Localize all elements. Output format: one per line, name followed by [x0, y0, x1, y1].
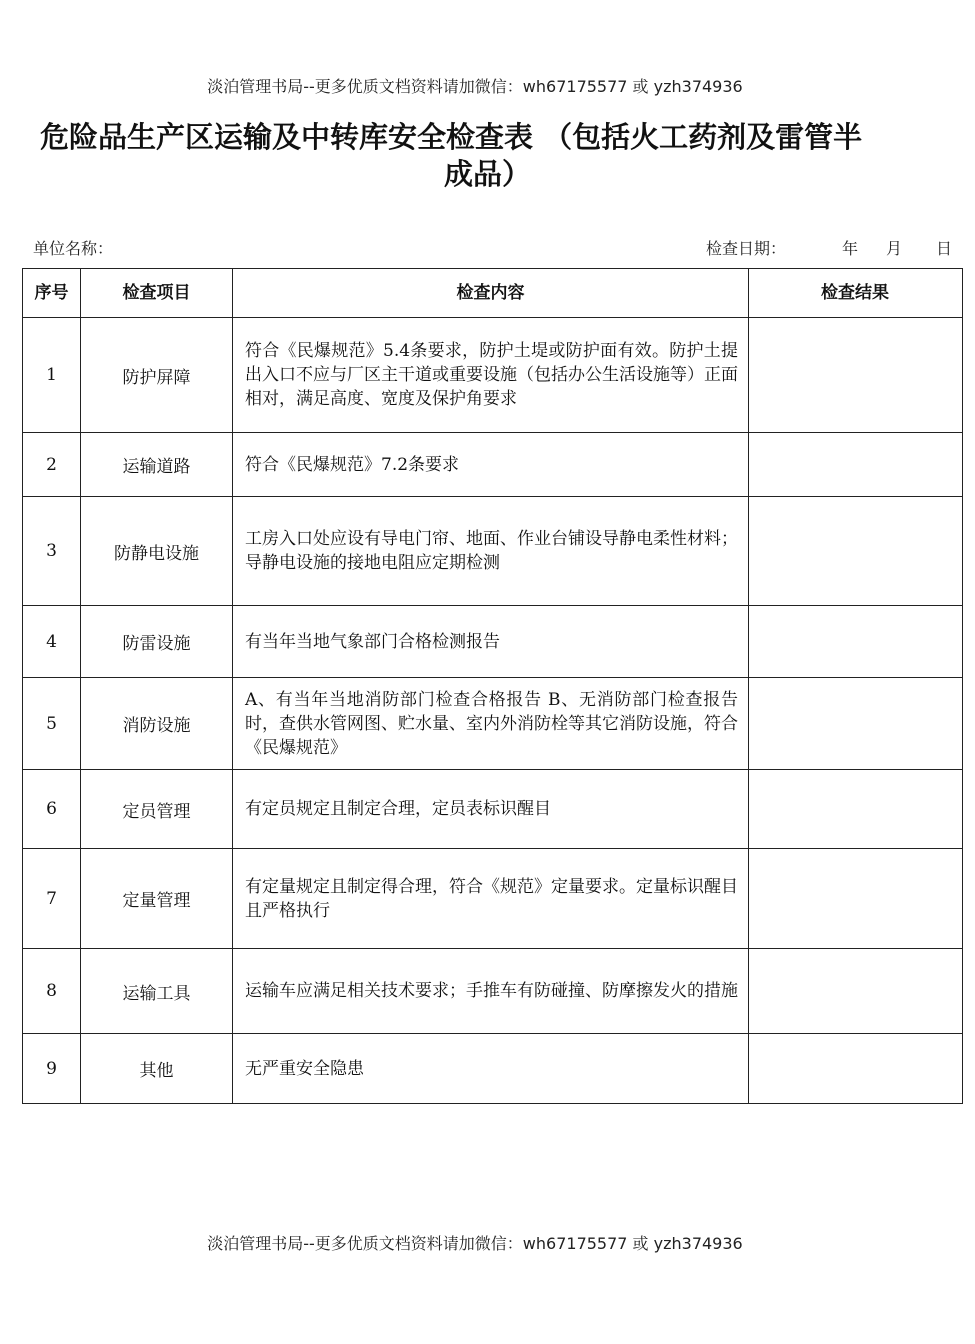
row-check-item: 防静电设施 — [81, 497, 233, 606]
table-row — [23, 849, 963, 949]
row-check-item: 防雷设施 — [81, 606, 233, 678]
column-header-result: 检查结果 — [749, 269, 963, 318]
row-number: 7 — [23, 849, 81, 949]
row-check-result[interactable] — [749, 318, 963, 433]
row-check-item: 其他 — [81, 1034, 233, 1104]
row-check-content: 符合《民爆规范》7.2条要求 — [233, 433, 749, 497]
row-check-content: 有定员规定且制定合理，定员表标识醒目 — [233, 770, 749, 849]
row-number: 9 — [23, 1034, 81, 1104]
row-number: 8 — [23, 949, 81, 1034]
row-number: 3 — [23, 497, 81, 606]
row-check-item: 定量管理 — [81, 849, 233, 949]
table-row — [23, 770, 963, 849]
column-header-content: 检查内容 — [233, 269, 749, 318]
header-watermark-note: 淡泊管理书局--更多优质文档资料请加微信：wh67175577 或 yzh374936 — [207, 77, 743, 96]
row-check-result[interactable] — [749, 949, 963, 1034]
row-check-item: 定员管理 — [81, 770, 233, 849]
table-row — [23, 497, 963, 606]
row-check-content: 有定量规定且制定得合理，符合《规范》定量要求。定量标识醒目且严格执行 — [233, 849, 749, 949]
date-year-label: 年 — [842, 239, 859, 258]
date-day-label: 日 — [936, 239, 953, 258]
row-check-result[interactable] — [749, 678, 963, 770]
table-row — [23, 606, 963, 678]
row-check-result[interactable] — [749, 433, 963, 497]
unit-name-label: 单位名称： — [33, 239, 114, 258]
table-row — [23, 678, 963, 770]
table-row — [23, 1034, 963, 1104]
inspection-date-label: 检查日期： — [706, 239, 787, 258]
row-check-result[interactable] — [749, 606, 963, 678]
row-check-result[interactable] — [749, 849, 963, 949]
row-check-result[interactable] — [749, 770, 963, 849]
row-check-item: 运输道路 — [81, 433, 233, 497]
row-number: 5 — [23, 678, 81, 770]
inspection-date-field — [706, 236, 952, 259]
row-check-content: 工房入口处应设有导电门帘、地面、作业台铺设导静电柔性材料；导静电设施的接地电阻应定期检测 — [233, 497, 749, 606]
column-header-no: 序号 — [23, 269, 81, 318]
footer-watermark-note: 淡泊管理书局--更多优质文档资料请加微信：wh67175577 或 yzh374936 — [207, 1234, 743, 1253]
row-check-content: 符合《民爆规范》5.4条要求，防护土堤或防护面有效。防护土提出入口不应与厂区主干道或重要设施（包括办公生活设施等）正面相对，满足高度、宽度及保护角要求 — [233, 318, 749, 433]
document-title-line-1: 危险品生产区运输及中转库安全检查表 （包括火工药剂及雷管半 — [40, 120, 863, 154]
row-number: 4 — [23, 606, 81, 678]
row-check-item: 消防设施 — [81, 678, 233, 770]
row-check-result[interactable] — [749, 497, 963, 606]
table-row — [23, 318, 963, 433]
row-check-result[interactable] — [749, 1034, 963, 1104]
row-number: 6 — [23, 770, 81, 849]
column-header-item: 检查项目 — [81, 269, 233, 318]
row-check-content: 无严重安全隐患 — [233, 1034, 749, 1104]
row-check-content: 有当年当地气象部门合格检测报告 — [233, 606, 749, 678]
table-row — [23, 433, 963, 497]
table-header-row — [23, 269, 963, 318]
table-row — [23, 949, 963, 1034]
row-check-content: A、有当年当地消防部门检查合格报告 B、无消防部门检查报告时，查供水管网图、贮水量、室内外消防栓等其它消防设施，符合《民爆规范》 — [233, 678, 749, 770]
document-title-line-2: 成品） — [443, 157, 531, 191]
row-number: 1 — [23, 318, 81, 433]
row-number: 2 — [23, 433, 81, 497]
row-check-content: 运输车应满足相关技术要求；手推车有防碰撞、防摩擦发火的措施 — [233, 949, 749, 1034]
row-check-item: 防护屏障 — [81, 318, 233, 433]
date-month-label: 月 — [886, 239, 903, 258]
row-check-item: 运输工具 — [81, 949, 233, 1034]
inspection-table — [22, 268, 963, 1104]
